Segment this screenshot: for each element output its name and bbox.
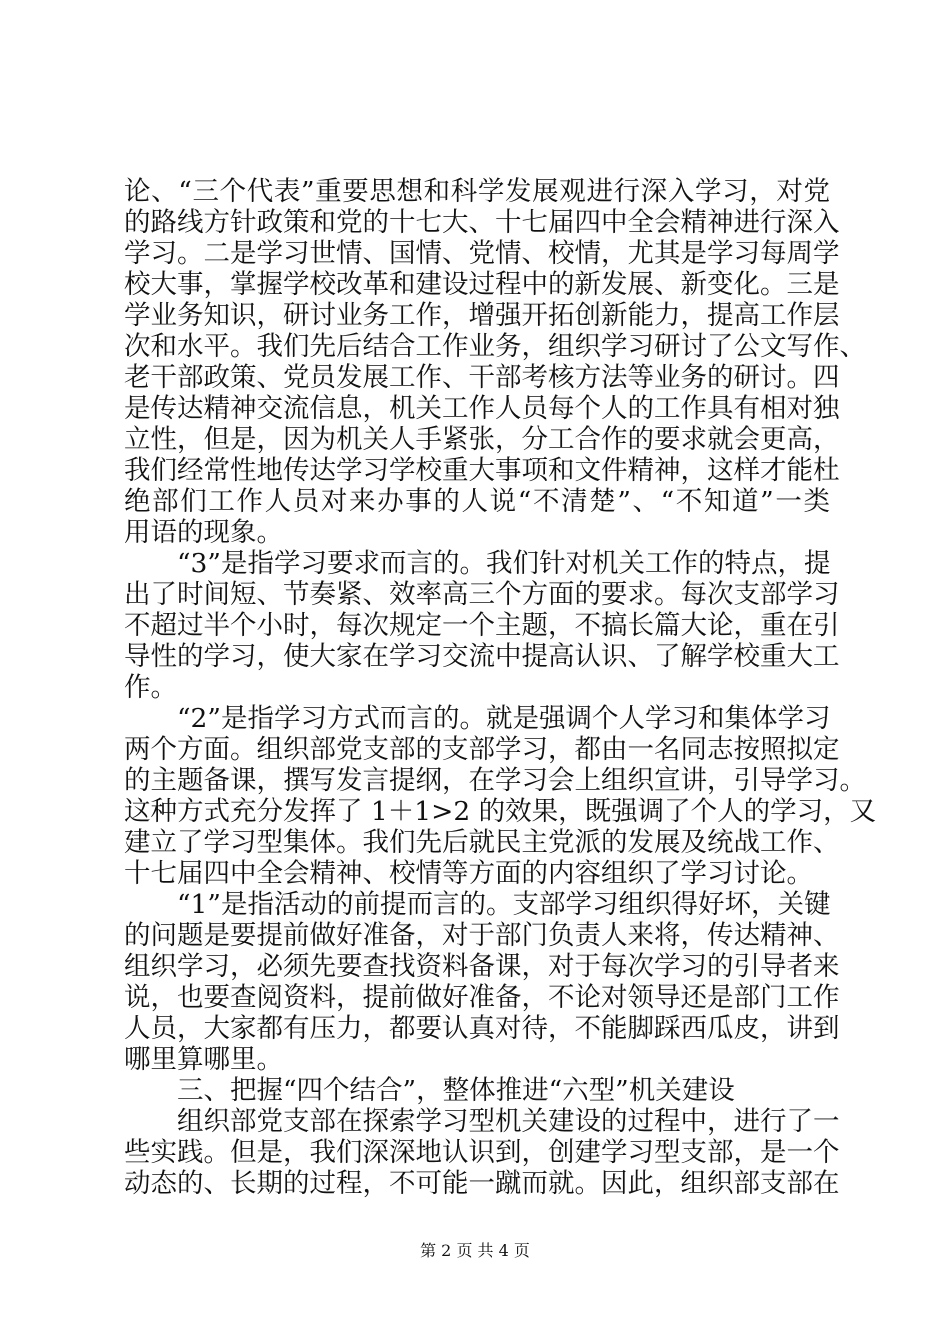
text-line: 建立了学习型集体。我们先后就民主党派的发展及统战工作、 — [124, 827, 840, 858]
page-footer: 第 2 页 共 4 页 — [420, 1241, 530, 1260]
paragraph-start-line: “3”是指学习要求而言的。我们针对机关工作的特点，提 — [177, 548, 831, 579]
text-line: 校大事，掌握学校改革和建设过程中的新发展、新变化。三是 — [124, 269, 840, 300]
text-line: 两个方面。组织部党支部的支部学习，都由一名同志按照拟定 — [124, 734, 840, 765]
text-line: 学业务知识，研讨业务工作，增强开拓创新能力，提高工作层 — [124, 300, 840, 331]
text-line: 哪里算哪里。 — [124, 1044, 283, 1075]
text-line: 立性，但是，因为机关人手紧张，分工合作的要求就会更高， — [124, 424, 840, 455]
document-body — [124, 176, 877, 1199]
text-line: 这种方式充分发挥了 1＋1>2 的效果，既强调了个人的学习，又 — [124, 796, 877, 827]
text-line: 作。 — [124, 672, 177, 703]
text-line: 次和水平。我们先后结合工作业务，组织学习研讨了公文写作、 — [124, 331, 866, 362]
text-line: 动态的、长期的过程，不可能一蹴而就。因此，组织部支部在 — [124, 1168, 840, 1199]
paragraph-start-line: “1”是指活动的前提而言的。支部学习组织得好坏，关键 — [177, 889, 831, 920]
text-line: 我们经常性地传达学习学校重大事项和文件精神，这样才能杜 — [124, 455, 840, 486]
text-line: 用语的现象。 — [124, 517, 283, 548]
section-heading: 三、把握“四个结合”，整体推进“六型”机关建设 — [177, 1075, 735, 1106]
paragraph-start-line: “2”是指学习方式而言的。就是强调个人学习和集体学习 — [177, 703, 831, 734]
text-line: 的路线方针政策和党的十七大、十七届四中全会精神进行深入 — [124, 207, 840, 238]
text-line: 的主题备课，撰写发言提纲，在学习会上组织宣讲，引导学习。 — [124, 765, 866, 796]
text-line: 不超过半个小时，每次规定一个主题，不搞长篇大论，重在引 — [124, 610, 840, 641]
text-line: 出了时间短、节奏紧、效率高三个方面的要求。每次支部学习 — [124, 579, 840, 610]
text-line: 学习。二是学习世情、国情、党情、校情，尤其是学习每周学 — [124, 238, 840, 269]
text-line: 是传达精神交流信息，机关工作人员每个人的工作具有相对独 — [124, 393, 840, 424]
text-line: 老干部政策、党员发展工作、干部考核方法等业务的研讨。四 — [124, 362, 840, 393]
text-line: 绝部们工作人员对来办事的人说“不清楚”、“不知道”一类 — [124, 486, 830, 517]
text-line: 十七届四中全会精神、校情等方面的内容组织了学习讨论。 — [124, 858, 813, 889]
text-line: 说，也要查阅资料，提前做好准备，不论对领导还是部门工作 — [124, 982, 840, 1013]
text-line: 的问题是要提前做好准备，对于部门负责人来将，传达精神、 — [124, 920, 840, 951]
text-line: 导性的学习，使大家在学习交流中提高认识、了解学校重大工 — [124, 641, 840, 672]
text-line: 些实践。但是，我们深深地认识到，创建学习型支部，是一个 — [124, 1137, 840, 1168]
paragraph-start-line: 组织部党支部在探索学习型机关建设的过程中，进行了一 — [177, 1106, 840, 1137]
text-line: 论、“三个代表”重要思想和科学发展观进行深入学习，对党 — [124, 176, 830, 207]
text-line: 组织学习，必须先要查找资料备课，对于每次学习的引导者来 — [124, 951, 840, 982]
text-line: 人员，大家都有压力，都要认真对待，不能脚踩西瓜皮，讲到 — [124, 1013, 840, 1044]
